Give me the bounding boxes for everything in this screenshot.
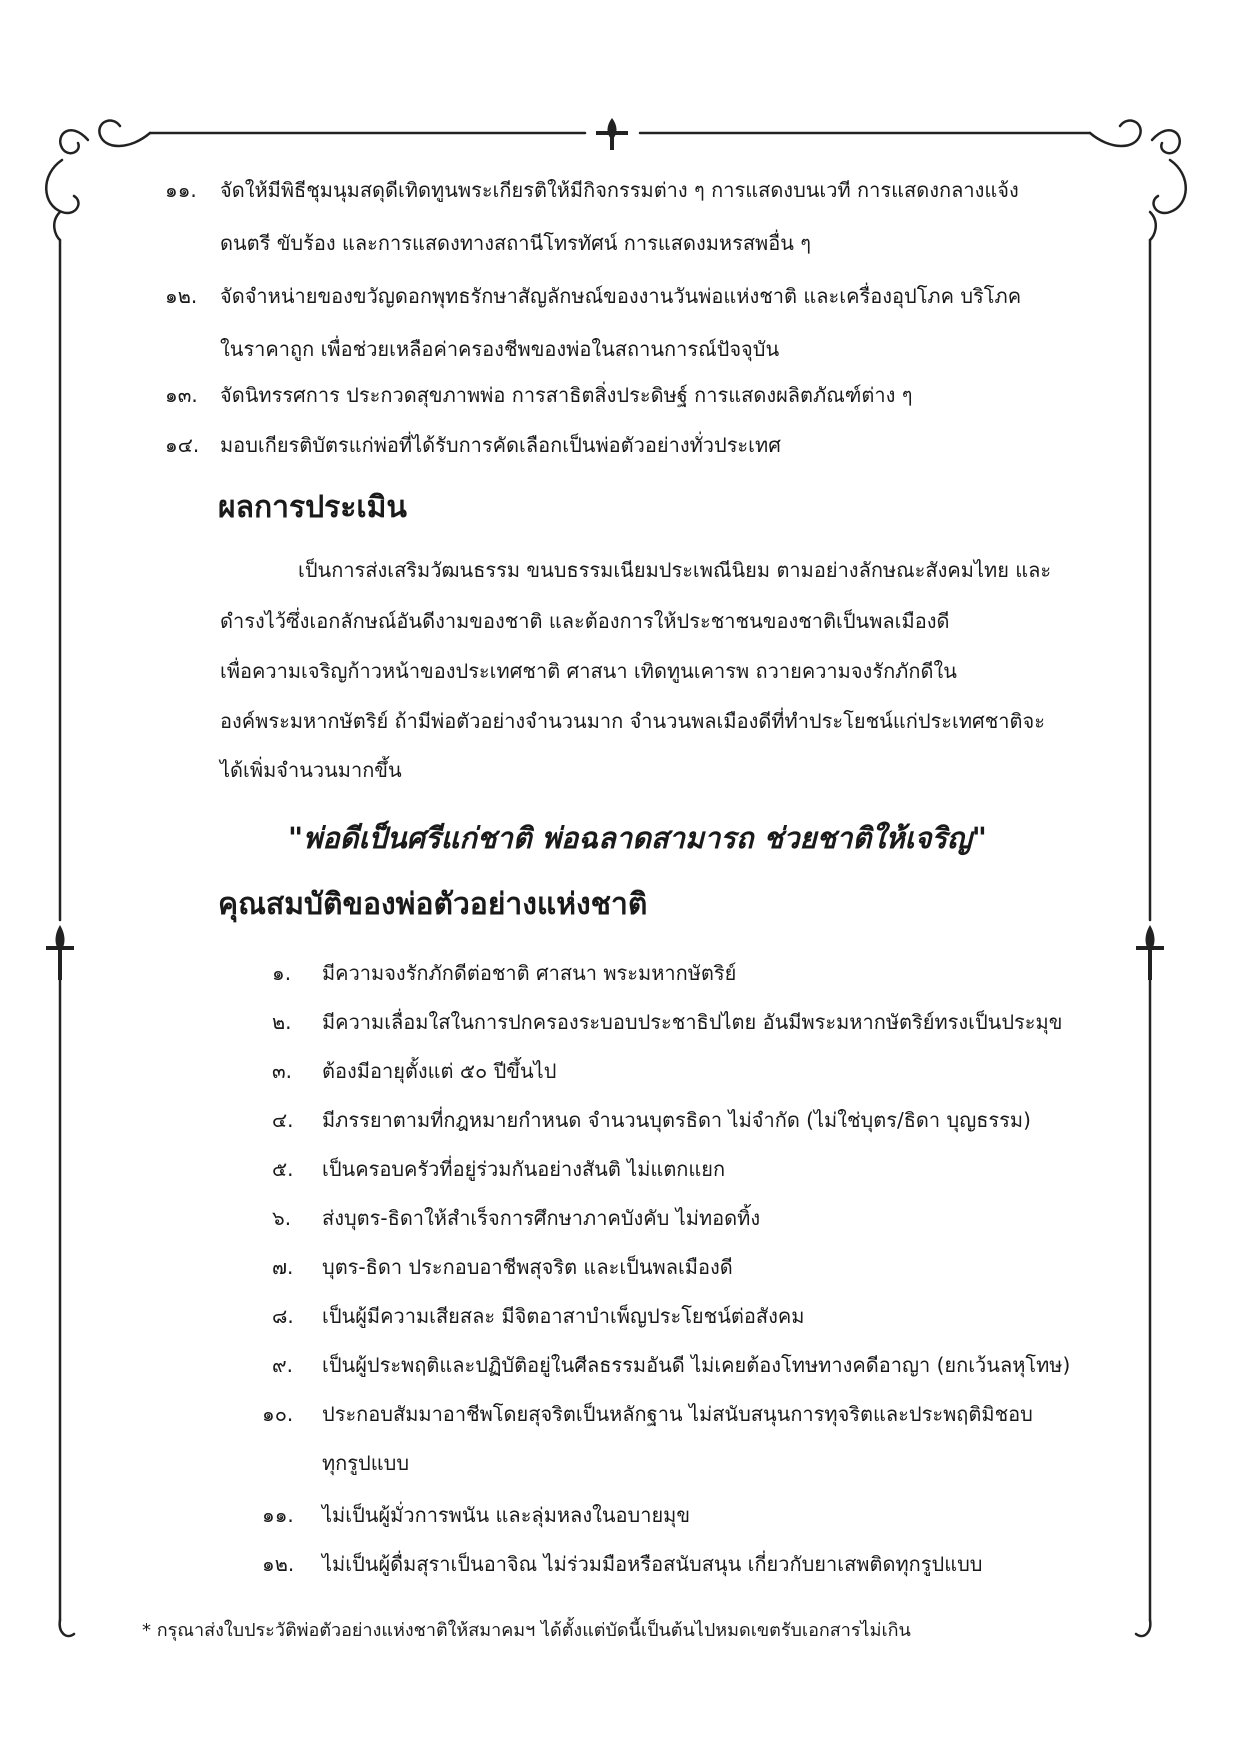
item-text: ดนตรี ขับร้อง และการแสดงทางสถานีโทรทัศน์ การแสดงมหรสพอื่น ๆ (220, 231, 812, 255)
paragraph-line: ดำรงไว้ซึ่งเอกลักษณ์อันดีงามของชาติ และต้องการให้ประชาชนของชาติเป็นพลเมืองดี (220, 609, 950, 633)
item-number: ๑๑. (262, 1503, 294, 1527)
item-number: ๖. (272, 1206, 292, 1230)
evaluation-heading: ผลการประเมิน (218, 490, 407, 525)
item-number: ๒. (272, 1010, 292, 1034)
item-text: มีความจงรักภักดีต่อชาติ ศาสนา พระมหากษัตริย์ (322, 961, 737, 985)
item-text: ต้องมีอายุตั้งแต่ ๕๐ ปีขึ้นไป (322, 1059, 557, 1083)
item-number: ๑๒. (165, 284, 198, 308)
item-number: ๑๐. (262, 1402, 294, 1426)
item-text: เป็นผู้ประพฤติและปฏิบัติอยู่ในศีลธรรมอันดี ไม่เคยต้องโทษทางคดีอาญา (ยกเว้นลหุโทษ) (322, 1353, 1071, 1377)
item-number: ๑๓. (165, 383, 198, 407)
qualifications-heading: คุณสมบัติของพ่อตัวอย่างแห่งชาติ (218, 887, 648, 922)
item-number: ๑๒. (262, 1552, 295, 1576)
paragraph-line: ได้เพิ่มจำนวนมากขึ้น (220, 758, 402, 782)
footnote: * กรุณาส่งใบประวัติพ่อตัวอย่างแห่งชาติให้สมาคมฯ ได้ตั้งแต่บัดนี้เป็นต้นไปหมดเขตรับเอกสารไม่เกิน (142, 1620, 911, 1641)
item-text: จัดนิทรรศการ ประกวดสุขภาพพ่อ การสาธิตสิ่งประดิษฐ์ การแสดงผลิตภัณฑ์ต่าง ๆ (220, 383, 913, 407)
item-text: เป็นผู้มีความเสียสละ มีจิตอาสาบำเพ็ญประโยชน์ต่อสังคม (322, 1304, 805, 1328)
item-number: ๑๑. (165, 178, 197, 202)
paragraph-line: เป็นการส่งเสริมวัฒนธรรม ขนบธรรมเนียมประเพณีนิยม ตามอย่างลักษณะสังคมไทย และ (298, 558, 1052, 582)
item-text: ประกอบสัมมาอาชีพโดยสุจริตเป็นหลักฐาน ไม่สนับสนุนการทุจริตและประพฤติมิชอบ (322, 1402, 1033, 1426)
item-text: จัดจำหน่ายของขวัญดอกพุทธรักษาสัญลักษณ์ของงานวันพ่อแห่งชาติ และเครื่องอุปโภค บริโภค (220, 284, 1022, 308)
item-text: บุตร-ธิดา ประกอบอาชีพสุจริต และเป็นพลเมืองดี (322, 1255, 733, 1279)
item-number: ๗. (272, 1255, 294, 1279)
item-text: ไม่เป็นผู้มั่วการพนัน และลุ่มหลงในอบายมุข (322, 1503, 691, 1527)
item-text: ทุกรูปแบบ (322, 1451, 410, 1475)
item-text: มอบเกียรติบัตรแก่พ่อที่ได้รับการคัดเลือกเป็นพ่อตัวอย่างทั่วประเทศ (220, 433, 781, 457)
item-text: ส่งบุตร-ธิดาให้สำเร็จการศึกษาภาคบังคับ ไม่ทอดทิ้ง (322, 1206, 761, 1230)
item-number: ๑๔. (165, 433, 200, 457)
item-text: จัดให้มีพิธีชุมนุมสดุดีเทิดทูนพระเกียรติให้มีกิจกรรมต่าง ๆ การแสดงบนเวที การแสดงกลางแจ้ง (220, 178, 1019, 202)
item-number: ๑. (272, 961, 292, 985)
item-number: ๙. (272, 1353, 294, 1377)
item-text: มีภรรยาตามที่กฎหมายกำหนด จำนวนบุตรธิดา ไม่จำกัด (ไม่ใช่บุตร/ธิดา บุญธรรม) (322, 1108, 1031, 1132)
item-text: เป็นครอบครัวที่อยู่ร่วมกันอย่างสันติ ไม่แตกแยก (322, 1157, 726, 1181)
item-text: ในราคาถูก เพื่อช่วยเหลือค่าครองชีพของพ่อในสถานการณ์ปัจจุบัน (220, 337, 780, 361)
item-text: มีความเลื่อมใสในการปกครองระบอบประชาธิปไตย อันมีพระมหากษัตริย์ทรงเป็นประมุข (322, 1010, 1063, 1034)
item-text: ไม่เป็นผู้ดื่มสุราเป็นอาจิณ ไม่ร่วมมือหรือสนับสนุน เกี่ยวกับยาเสพติดทุกรูปแบบ (322, 1552, 983, 1576)
paragraph-line: องค์พระมหากษัตริย์ ถ้ามีพ่อตัวอย่างจำนวนมาก จำนวนพลเมืองดีที่ทำประโยชน์แก่ประเทศชาติจะ (220, 709, 1045, 733)
item-number: ๔. (272, 1108, 294, 1132)
item-number: ๘. (272, 1304, 294, 1328)
item-number: ๓. (272, 1059, 293, 1083)
paragraph-line: เพื่อความเจริญก้าวหน้าของประเทศชาติ ศาสนา เทิดทูนเคารพ ถวายความจงรักภักดีใน (220, 659, 957, 683)
motto: "พ่อดีเป็นศรีแก่ชาติ พ่อฉลาดสามารถ ช่วยชาติให้เจริญ" (288, 821, 987, 855)
item-number: ๕. (272, 1157, 294, 1181)
